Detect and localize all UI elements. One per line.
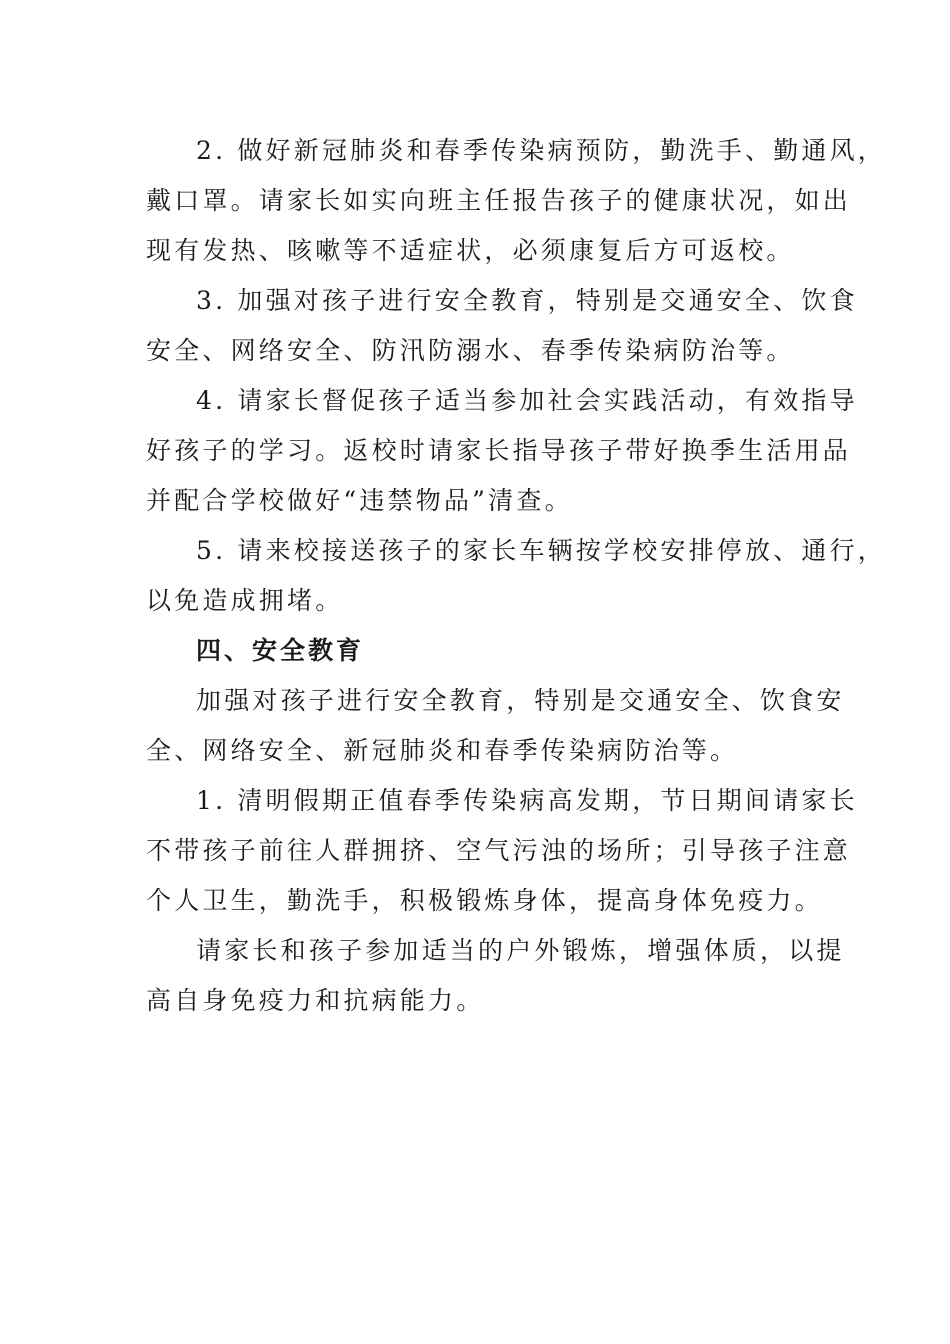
text-line: 4. 请家长督促孩子适当参加社会实践活动，有效指导 xyxy=(196,386,858,415)
paragraph-section4-intro xyxy=(146,676,845,776)
paragraph-section4-closing xyxy=(146,926,845,1026)
text-line: 请家长和孩子参加适当的户外锻炼，增强体质，以提 xyxy=(196,936,845,965)
section-heading-safety-education: 四、安全教育 xyxy=(196,636,365,665)
text-line: 安全、网络安全、防汛防溺水、春季传染病防治等。 xyxy=(146,336,795,365)
text-line: 3. 加强对孩子进行安全教育，特别是交通安全、饮食 xyxy=(196,286,858,315)
text-line: 高自身免疫力和抗病能力。 xyxy=(146,986,485,1015)
text-line: 2. 做好新冠肺炎和春季传染病预防，勤洗手、勤通风， xyxy=(196,136,887,165)
text-line: 1. 清明假期正值春季传染病高发期，节日期间请家长 xyxy=(196,786,858,815)
text-line: 不带孩子前往人群拥挤、空气污浊的场所；引导孩子注意 xyxy=(146,836,852,865)
document-body xyxy=(146,126,887,1026)
text-line: 以免造成拥堵。 xyxy=(146,586,344,615)
paragraph-section4-item-1 xyxy=(146,776,858,926)
paragraph-item-5 xyxy=(146,526,887,626)
text-line: 加强对孩子进行安全教育，特别是交通安全、饮食安 xyxy=(196,686,845,715)
text-line: 现有发热、咳嗽等不适症状，必须康复后方可返校。 xyxy=(146,236,795,265)
text-line: 个人卫生，勤洗手，积极锻炼身体，提高身体免疫力。 xyxy=(146,886,823,915)
paragraph-item-2 xyxy=(146,126,887,276)
text-line: 5. 请来校接送孩子的家长车辆按学校安排停放、通行， xyxy=(196,536,887,565)
text-line: 戴口罩。请家长如实向班主任报告孩子的健康状况，如出 xyxy=(146,186,852,215)
text-line: 好孩子的学习。返校时请家长指导孩子带好换季生活用品 xyxy=(146,436,852,465)
text-line: 全、网络安全、新冠肺炎和春季传染病防治等。 xyxy=(146,736,739,765)
paragraph-item-4 xyxy=(146,376,858,526)
paragraph-item-3 xyxy=(146,276,858,376)
text-line: 并配合学校做好“违禁物品”清查。 xyxy=(146,486,573,515)
